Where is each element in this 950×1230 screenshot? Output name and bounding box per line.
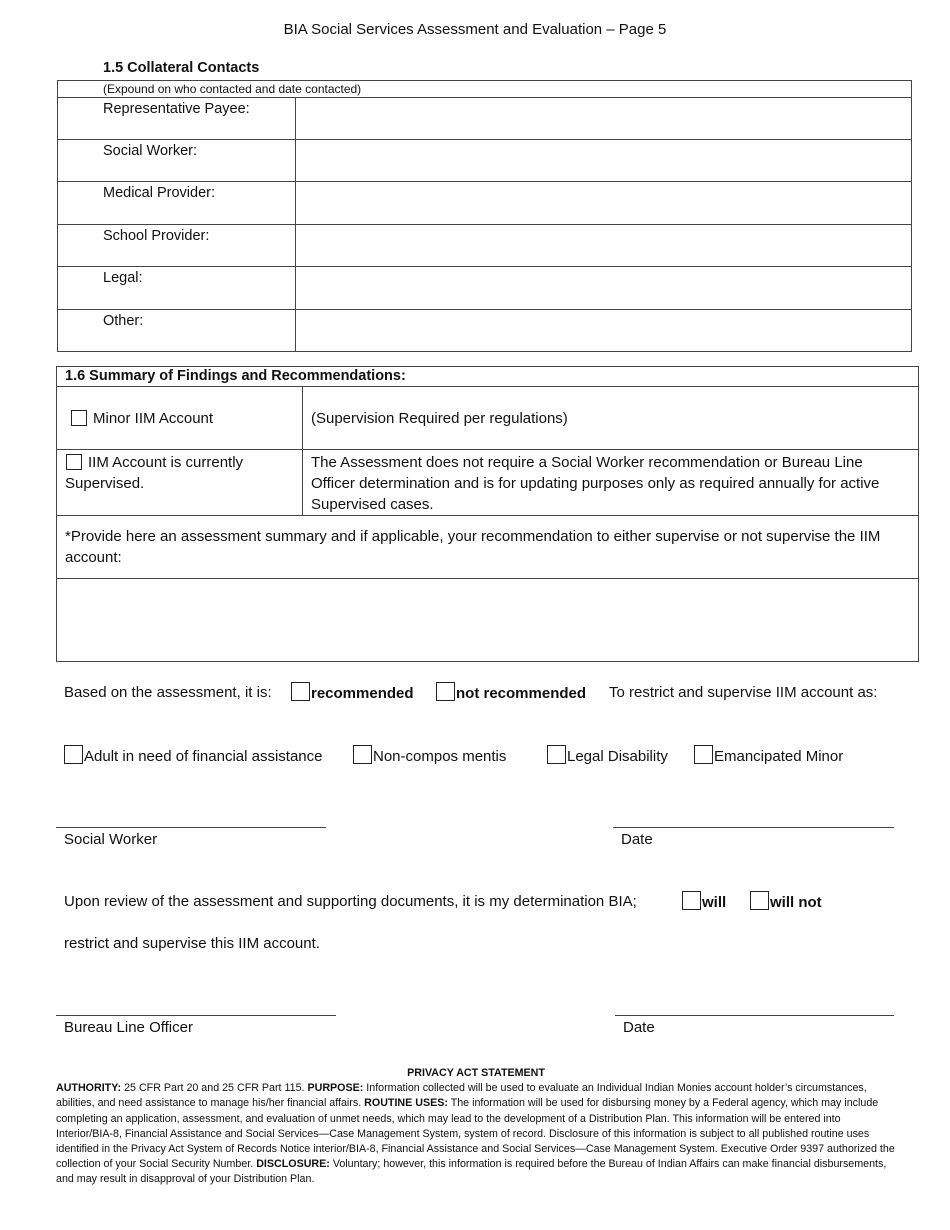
will-not-label: will not (770, 894, 822, 911)
category-legal-disability (547, 745, 668, 767)
social-worker-signature-line[interactable] (56, 827, 326, 828)
summary-text-area[interactable] (57, 579, 919, 662)
social-worker-label: Social Worker (64, 831, 158, 848)
recommendation-tail: To restrict and supervise IIM account as: (609, 684, 878, 701)
category-label-emancipated: Emancipated Minor (714, 748, 844, 765)
routine-uses-text: The information will be used for disbursing money by a Federal agency, which may include completing an application, assessment, and evaluation of unmet needs, which may lead to the development of a Distribution Plan. This information will be entered into Interior/BIA-8, Financial Assistance and Social Services—Case Management System, system of record. Disclosure of this information is subject to all published routine uses identified in the Privacy Act System of Records Notice interior/BIA-8, Financial Assistance and Social Services—Case Management System. Executive Order 9397 authorized the collection of your Social Security Number. (56, 1097, 895, 1171)
supervised-checkbox[interactable] (66, 454, 82, 470)
contact-field-representative-payee[interactable] (296, 98, 912, 140)
privacy-body (56, 1081, 896, 1187)
category-non-compos (353, 745, 506, 767)
collateral-contacts-table (57, 80, 912, 352)
will-checkbox[interactable] (682, 891, 701, 910)
will-option (682, 891, 726, 913)
contact-label-representative-payee: Representative Payee: (58, 98, 296, 140)
contact-field-social-worker[interactable] (296, 140, 912, 182)
page-title (0, 21, 950, 38)
contact-label-medical-provider: Medical Provider: (58, 182, 296, 225)
contact-label-social-worker: Social Worker: (58, 140, 296, 182)
category-emancipated (694, 745, 843, 767)
routine-uses-label: ROUTINE USES: (364, 1097, 448, 1110)
recommended-option (291, 682, 414, 704)
minor-account-label: Minor IIM Account (93, 409, 214, 427)
authority-label: AUTHORITY: (56, 1082, 122, 1095)
authority-text: 25 CFR Part 20 and 25 CFR Part 115. (124, 1082, 305, 1095)
summary-heading: 1.6 Summary of Findings and Recommendations: (57, 367, 919, 387)
contact-field-school-provider[interactable] (296, 225, 912, 267)
social-worker-date-line[interactable] (613, 827, 894, 828)
officer-date-label: Date (623, 1019, 655, 1036)
contact-label-legal: Legal: (58, 267, 296, 310)
category-label-non-compos: Non-compos mentis (373, 748, 507, 765)
minor-account-desc: (Supervision Required per regulations) (303, 387, 919, 450)
recommended-label: recommended (311, 685, 414, 702)
will-not-option (750, 891, 822, 913)
purpose-label: PURPOSE: (307, 1082, 364, 1095)
supervised-desc: The Assessment does not require a Social Worker recommendation or Bureau Line Officer determination and is for updating purposes only as required annually for active Supervised cases. (303, 450, 919, 516)
contact-field-legal[interactable] (296, 267, 912, 310)
not-recommended-label: not recommended (456, 685, 587, 702)
contact-label-school-provider: School Provider: (58, 225, 296, 267)
supervised-label: IIM Account is currently Supervised. (65, 454, 244, 492)
not-recommended-checkbox[interactable] (436, 682, 455, 701)
recommendation-lead: Based on the assessment, it is: (64, 684, 272, 701)
determination-text: Upon review of the assessment and supporting documents, it is my determination BIA; (64, 893, 637, 910)
page-title-text: BIA Social Services Assessment and Evaluation – Page (283, 21, 654, 38)
contact-field-other[interactable] (296, 310, 912, 352)
officer-signature-line[interactable] (56, 1015, 336, 1016)
non-compos-checkbox[interactable] (353, 745, 372, 764)
summary-table (56, 366, 919, 662)
minor-account-checkbox[interactable] (71, 410, 87, 426)
purpose-text: Information collected will be used to evaluate an Individual Indian Monies account holder’s circumstances, abilities, and need assistance to manage his/her financial affairs. (56, 1082, 867, 1110)
summary-prompt: *Provide here an assessment summary and if applicable, your recommendation to either supervise or not supervise the IIM account: (57, 516, 919, 579)
legal-disability-checkbox[interactable] (547, 745, 566, 764)
disclosure-label: DISCLOSURE: (256, 1158, 330, 1171)
officer-label: Bureau Line Officer (64, 1019, 193, 1036)
adult-checkbox[interactable] (64, 745, 83, 764)
determination-text-2: restrict and supervise this IIM account. (64, 935, 320, 952)
emancipated-checkbox[interactable] (694, 745, 713, 764)
disclosure-text: Voluntary; however, this information is required before the Bureau of Indian Affairs can make financial disbursements, and may result in disapproval of your Distribution Plan. (56, 1158, 887, 1186)
category-label-legal-disability: Legal Disability (567, 748, 668, 765)
privacy-statement (56, 1066, 896, 1188)
will-not-checkbox[interactable] (750, 891, 769, 910)
collateral-note: (Expound on who contacted and date contacted) (58, 81, 912, 98)
page-number: 5 (658, 21, 667, 38)
contact-field-medical-provider[interactable] (296, 182, 912, 225)
category-label-adult: Adult in need of financial assistance (84, 748, 323, 765)
officer-date-line[interactable] (615, 1015, 894, 1016)
social-worker-date-label: Date (621, 831, 653, 848)
privacy-heading: PRIVACY ACT STATEMENT (407, 1067, 545, 1079)
minor-account-cell (57, 387, 303, 450)
recommended-checkbox[interactable] (291, 682, 310, 701)
category-adult (64, 745, 322, 767)
supervised-cell (57, 450, 303, 516)
contact-label-other: Other: (58, 310, 296, 352)
collateral-heading: 1.5 Collateral Contacts (103, 60, 260, 76)
will-label: will (702, 894, 727, 911)
not-recommended-option (436, 682, 586, 704)
